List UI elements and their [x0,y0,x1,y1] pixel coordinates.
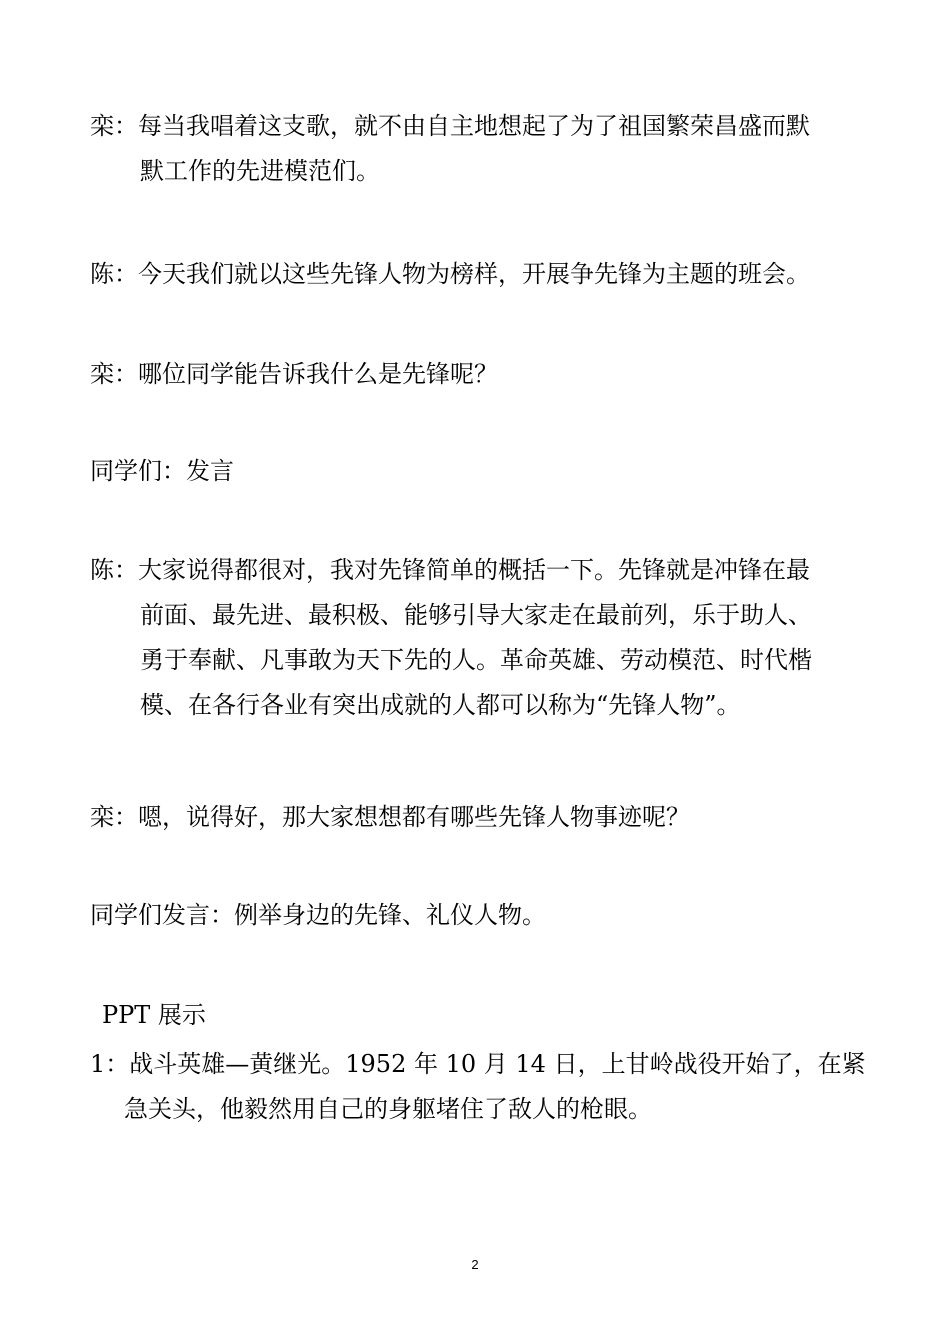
paragraph-line: 默工作的先进模范们。 [140,157,380,185]
paragraph-line: 陈：大家说得都很对，我对先锋简单的概括一下。先锋就是冲锋在最 [90,556,810,584]
ppt-item-1 [90,1042,870,1132]
paragraph-line: 同学们发言：例举身边的先锋、礼仪人物。 [90,901,546,929]
paragraph-chen-definition [90,548,870,728]
paragraph-luan-song [90,104,870,194]
paragraph-line: 前面、最先进、最积极、能够引导大家走在最前列，乐于助人、 [140,601,812,629]
paragraph-students-examples [90,893,870,938]
paragraph-line: 同学们：发言 [90,457,234,485]
paragraph-line: 勇于奉献、凡事敢为天下先的人。革命英雄、劳动模范、时代楷 [140,646,812,674]
paragraph-students-speak [90,449,870,494]
paragraph-line: 栾：哪位同学能告诉我什么是先锋呢？ [90,360,498,388]
paragraph-line: 急关头，他毅然用自己的身躯堵住了敌人的枪眼。 [124,1095,652,1123]
paragraph-luan-question [90,352,870,397]
paragraph-line: 陈：今天我们就以这些先锋人物为榜样，开展争先锋为主题的班会。 [90,260,810,288]
paragraph-line: 栾：嗯，说得好，那大家想想都有哪些先锋人物事迹呢？ [90,803,690,831]
ppt-heading: PPT 展示 [102,1001,206,1029]
page-number: 2 [471,1257,479,1272]
paragraph-line: 模、在各行各业有突出成就的人都可以称为“先锋人物”。 [140,691,741,719]
paragraph-chen-theme [90,252,870,297]
paragraph-luan-examples [90,795,870,840]
paragraph-line: 栾：每当我唱着这支歌，就不由自主地想起了为了祖国繁荣昌盛而默 [90,112,810,140]
paragraph-line: 1：战斗英雄—黄继光。1952 年 10 月 14 日，上甘岭战役开始了，在紧 [90,1050,866,1078]
